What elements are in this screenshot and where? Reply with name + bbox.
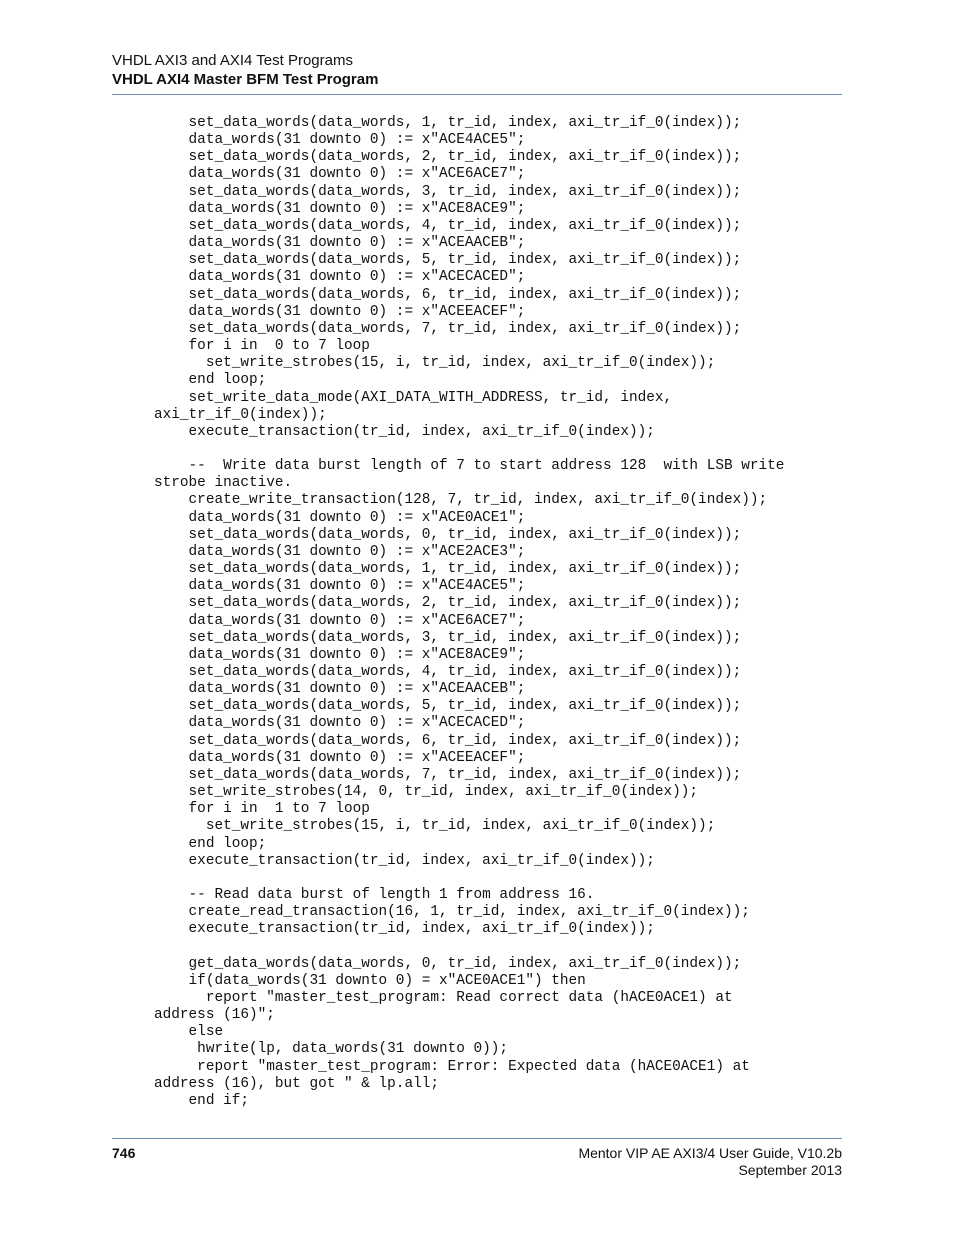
guide-title: Mentor VIP AE AXI3/4 User Guide, V10.2b	[578, 1145, 842, 1161]
running-header-section: VHDL AXI3 and AXI4 Test Programs	[112, 52, 353, 69]
footer-divider	[112, 1138, 842, 1139]
running-header-subsection: VHDL AXI4 Master BFM Test Program	[112, 71, 379, 88]
publication-date: September 2013	[738, 1162, 842, 1178]
page-number: 746	[112, 1145, 136, 1161]
footer-info	[578, 1145, 842, 1179]
code-listing: set_data_words(data_words, 1, tr_id, index, axi_tr_if_0(index)); data_words(31 downto 0) := x"ACE4ACE5"; set_data_words(data_words, 2, tr_id, index, axi_tr_if_0(index)); data_words(31 downto 0) := x"ACE6ACE7"; set_data_words(data_words, 3, tr_id, index, axi_tr_if_0(index)); data_words(31 downto 0) := x"ACE8ACE9"; set_data_words(data_words, 4, tr_id, index, axi_tr_if_0(index)); data_words(31 downto 0) := x"ACEAACEB"; set_data_words(data_words, 5, tr_id, index, axi_tr_if_0(index)); data_words(31 downto 0) := x"ACECACED"; set_data_words(data_words, 6, tr_id, index, axi_tr_if_0(index)); data_words(31 downto 0) := x"ACEEACEF"; set_data_words(data_words, 7, tr_id, index, axi_tr_if_0(index)); for i in 0 to 7 loop set_write_strobes(15, i, tr_id, index, axi_tr_if_0(index)); end loop; set_write_data_mode(AXI_DATA_WITH_ADDRESS, tr_id, index, axi_tr_if_0(index)); execute_transaction(tr_id, index, axi_tr_if_0(index)); -- Write data burst length of 7 to start address 128 with LSB write strobe inactive. create_write_transaction(128, 7, tr_id, index, axi_tr_if_0(index)); data_words(31 downto 0) := x"ACE0ACE1"; set_data_words(data_words, 0, tr_id, index, axi_tr_if_0(index)); data_words(31 downto 0) := x"ACE2ACE3"; set_data_words(data_words, 1, tr_id, index, axi_tr_if_0(index)); data_words(31 downto 0) := x"ACE4ACE5"; set_data_words(data_words, 2, tr_id, index, axi_tr_if_0(index)); data_words(31 downto 0) := x"ACE6ACE7"; set_data_words(data_words, 3, tr_id, index, axi_tr_if_0(index)); data_words(31 downto 0) := x"ACE8ACE9"; set_data_words(data_words, 4, tr_id, index, axi_tr_if_0(index)); data_words(31 downto 0) := x"ACEAACEB"; set_data_words(data_words, 5, tr_id, index, axi_tr_if_0(index)); data_words(31 downto 0) := x"ACECACED"; set_data_words(data_words, 6, tr_id, index, axi_tr_if_0(index)); data_words(31 downto 0) := x"ACEEACEF"; set_data_words(data_words, 7, tr_id, index, axi_tr_if_0(index)); set_write_strobes(14, 0, tr_id, index, axi_tr_if_0(index)); for i in 1 to 7 loop set_write_strobes(15, i, tr_id, index, axi_tr_if_0(index)); end loop; execute_transaction(tr_id, index, axi_tr_if_0(index)); -- Read data burst of length 1 from address 16. create_read_transaction(16, 1, tr_id, index, axi_tr_if_0(index)); execute_transaction(tr_id, index, axi_tr_if_0(index)); get_data_words(data_words, 0, tr_id, index, axi_tr_if_0(index)); if(data_words(31 downto 0) = x"ACE0ACE1") then report "master_test_program: Read correct data (hACE0ACE1) at address (16)"; else hwrite(lp, data_words(31 downto 0)); report "master_test_program: Error: Expected data (hACE0ACE1) at address (16), but got " & lp.all; end if;	[154, 115, 785, 1109]
header-divider	[112, 94, 842, 95]
